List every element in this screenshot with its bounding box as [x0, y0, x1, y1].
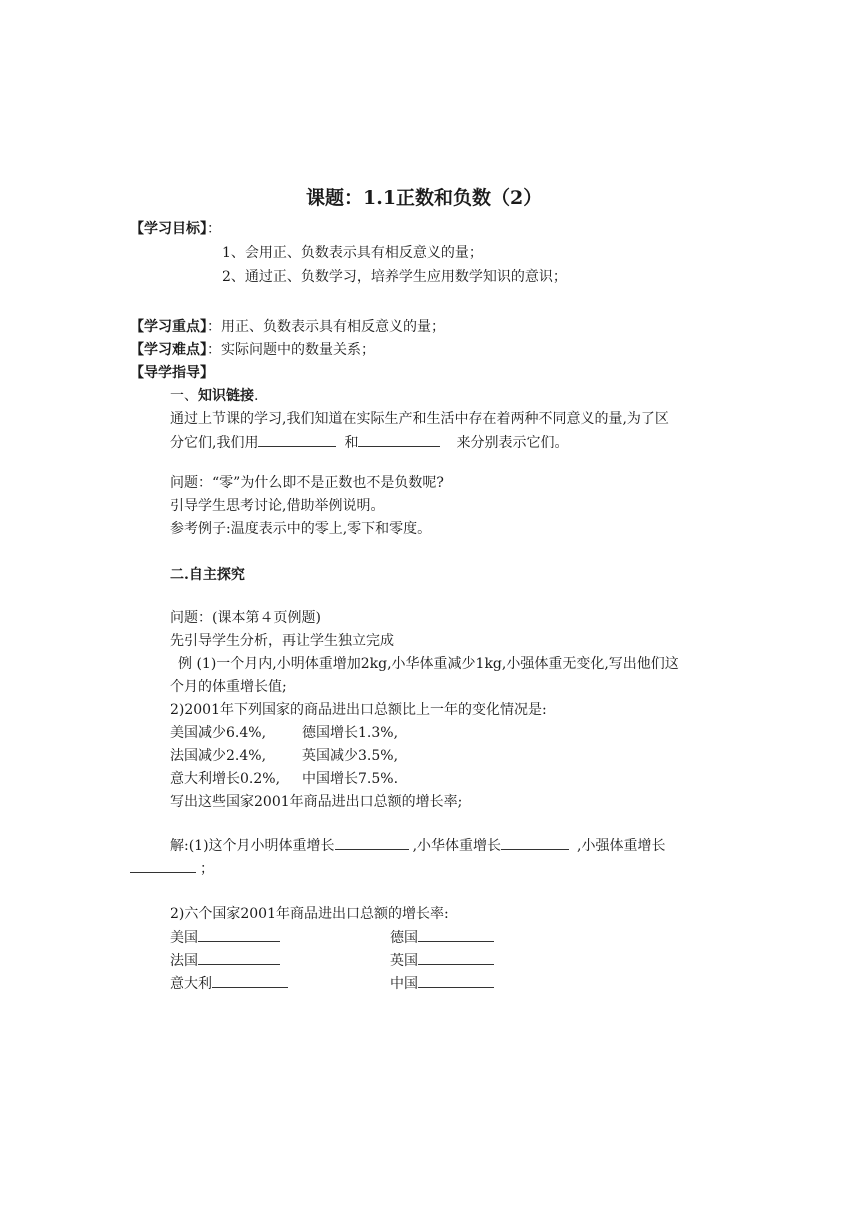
answer-blank-germany[interactable] [418, 927, 494, 942]
answer-blank-xiaoming[interactable] [335, 835, 409, 850]
solution-1-semicolon: ； [200, 861, 214, 877]
solution-1-start: 解:(1)这个月小明体重增长 [170, 838, 335, 854]
country-usa: 美国 [170, 930, 198, 946]
section1-para2-end: 来分别表示它们。 [456, 435, 569, 451]
change-row-3-b: 中国增长7.5%. [302, 771, 399, 787]
answer-blank-france[interactable] [198, 950, 280, 965]
objectives-heading: 【学习目标】 [130, 221, 207, 237]
answer-blank-xiaoqiang[interactable] [130, 858, 196, 873]
country-china: 中国 [390, 976, 418, 992]
solution-2-intro: 2)六个国家2001年商品进出口总额的增长率: [170, 906, 449, 922]
change-row-1-b: 德国增长1.3%, [302, 725, 399, 741]
example-1-line-2: 个月的体重增长值; [170, 679, 287, 695]
answer-row-china [390, 973, 494, 994]
example-2-end: 写出这些国家2001年商品进出口总额的增长率; [170, 794, 463, 810]
fill-blank-1[interactable] [258, 432, 336, 447]
section1-prefix: 一、 [170, 388, 198, 404]
country-uk: 英国 [390, 953, 418, 969]
example-2-intro: 2)2001年下列国家的商品进出口总额比上一年的变化情况是: [170, 702, 547, 718]
change-row-1-a: 美国减少6.4%, [170, 725, 267, 741]
solution-1-end: ,小强体重增长 [577, 838, 666, 854]
section1-suffix: . [254, 388, 259, 404]
objectives-colon: ： [207, 221, 221, 237]
change-row-3-a: 意大利增长0.2%, [170, 771, 281, 787]
key-point-text: ：用正、负数表示具有相反意义的量； [207, 319, 445, 335]
section1-example: 参考例子:温度表示中的零上,零下和零度。 [170, 521, 432, 537]
section1-paragraph-1: 通过上节课的学习,我们知道在实际生产和生活中存在着两种不同意义的量,为了区 [170, 411, 669, 427]
answer-blank-italy[interactable] [212, 973, 288, 988]
answer-blank-usa[interactable] [198, 927, 280, 942]
answer-blank-uk[interactable] [418, 950, 494, 965]
example-1-line-1: 例 (1)一个月内,小明体重增加2kg,小华体重减少1kg,小强体重无变化,写出他们这 [178, 656, 679, 672]
answer-blank-china[interactable] [418, 973, 494, 988]
difficulty-line [130, 340, 375, 360]
section2-question: 问题：(课本第４页例题) [170, 610, 321, 626]
key-point-line [130, 317, 445, 337]
answer-blank-xiaohua[interactable] [501, 835, 569, 850]
country-france: 法国 [170, 953, 198, 969]
page-title: 课题：1.1正数和负数（2） [306, 187, 543, 209]
section2-guide: 先引导学生分析，再让学生独立完成 [170, 633, 394, 649]
answer-row-uk [390, 950, 494, 971]
difficulty-text: ：实际问题中的数量关系； [207, 342, 375, 358]
objective-item-1: 1、会用正、负数表示具有相反意义的量； [222, 245, 483, 261]
section1-para2-start: 分它们,我们用 [170, 435, 259, 451]
section1-para2-and: 和 [344, 435, 359, 451]
answer-row-france [170, 950, 280, 971]
section1-heading-line [170, 386, 258, 406]
section1-paragraph-2 [170, 432, 568, 453]
guide-heading: 【导学指导】 [130, 365, 214, 381]
answer-row-italy [170, 973, 288, 994]
objectives-heading-line [130, 219, 221, 239]
objective-item-2: 2、通过正、负数学习，培养学生应用数学知识的意识； [222, 269, 567, 285]
section1-guide: 引导学生思考讨论,借助举例说明。 [170, 498, 385, 514]
solution-1-middle: ,小华体重增长 [412, 838, 502, 854]
section1-question: 问题：“零”为什么即不是正数也不是负数呢? [170, 475, 444, 491]
solution-line-1 [170, 835, 665, 856]
fill-blank-2[interactable] [358, 432, 440, 447]
change-row-2-b: 英国减少3.5%, [302, 748, 399, 764]
answer-row-usa [170, 927, 280, 948]
difficulty-heading: 【学习难点】 [130, 342, 207, 358]
key-point-heading: 【学习重点】 [130, 319, 207, 335]
section1-heading: 知识链接 [198, 388, 254, 404]
section2-heading: 二.自主探究 [170, 567, 245, 583]
change-row-2-a: 法国减少2.4%, [170, 748, 267, 764]
solution-line-2 [130, 858, 214, 879]
country-germany: 德国 [390, 930, 418, 946]
answer-row-germany [390, 927, 494, 948]
country-italy: 意大利 [170, 976, 212, 992]
